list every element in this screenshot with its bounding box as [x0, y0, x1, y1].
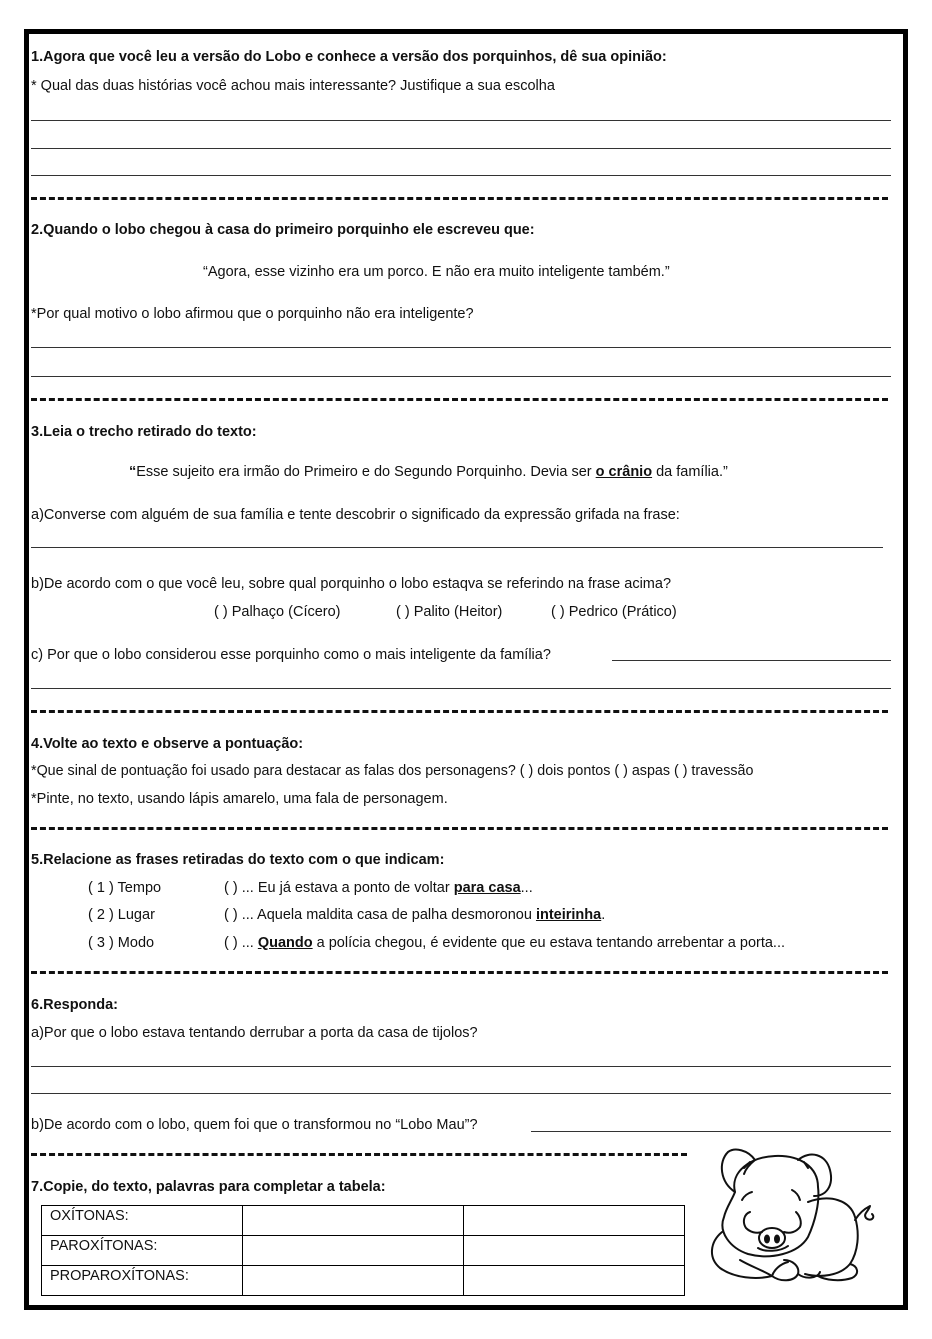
answer-cell[interactable] — [464, 1236, 685, 1266]
answer-cell[interactable] — [464, 1266, 685, 1296]
q3b-option-3[interactable]: ( ) Pedrico (Prático) — [551, 604, 677, 620]
accent-classification-table — [41, 1205, 685, 1296]
row-label-proparoxitonas: PROPAROXÍTONAS: — [42, 1266, 243, 1296]
q5-text: a polícia chegou, é evidente que eu estava tentando arrebentar a porta... — [312, 935, 786, 951]
answer-cell[interactable] — [464, 1206, 685, 1236]
q1-prompt: * Qual das duas histórias você achou mais interessante? Justifique a sua escolha — [31, 78, 555, 94]
q5-title: 5.Relacione as frases retiradas do texto com o que indicam: — [31, 852, 445, 868]
q5-label-2: ( 2 ) Lugar — [88, 907, 155, 923]
q3-quote-after: da família.” — [652, 464, 728, 480]
q3-quote-open: “ — [129, 464, 137, 480]
section-divider — [31, 1153, 687, 1156]
q3c-prompt: c) Por que o lobo considerou esse porquinho como o mais inteligente da família? — [31, 647, 551, 663]
q5-text: Eu já estava a ponto de voltar — [253, 880, 454, 896]
q2-answer-line-1[interactable] — [31, 347, 891, 348]
q5-highlight: Quando — [257, 935, 313, 951]
section-divider — [31, 971, 888, 974]
q6a-prompt: a)Por que o lobo estava tentando derrubar a porta da casa de tijolos? — [31, 1025, 478, 1041]
q6b-prompt: b)De acordo com o lobo, quem foi que o transformou no “Lobo Mau”? — [31, 1117, 478, 1133]
q4-prompt: *Que sinal de pontuação foi usado para destacar as falas dos personagens? ( ) dois pontos ( ) aspas ( ) travessão — [31, 763, 754, 779]
q5-blank-2[interactable]: ( ) ... — [224, 907, 254, 923]
q5-text: Aquela maldita casa de palha desmoronou — [253, 907, 536, 923]
answer-cell[interactable] — [243, 1266, 464, 1296]
q5-text: . — [601, 907, 606, 923]
answer-cell[interactable] — [243, 1206, 464, 1236]
q4-prompt-2: *Pinte, no texto, usando lápis amarelo, uma fala de personagem. — [31, 791, 448, 807]
table-row — [42, 1236, 685, 1266]
q6b-answer-line[interactable] — [531, 1131, 891, 1132]
q7-title: 7.Copie, do texto, palavras para completar a tabela: — [31, 1179, 386, 1195]
q5-blank-3[interactable]: ( ) ... — [224, 935, 254, 951]
table-row — [42, 1266, 685, 1296]
q1-answer-line-1[interactable] — [31, 120, 891, 121]
row-label-oxitonas: OXÍTONAS: — [42, 1206, 243, 1236]
section-divider — [31, 197, 888, 200]
q5-sentence-3 — [224, 934, 785, 952]
q3b-option-2[interactable]: ( ) Palito (Heitor) — [396, 604, 503, 620]
q2-title: 2.Quando o lobo chegou à casa do primeiro porquinho ele escreveu que: — [31, 222, 535, 238]
q6a-answer-line-1[interactable] — [31, 1066, 891, 1067]
q3c-answer-line-2[interactable] — [31, 688, 891, 689]
q5-sentence-1 — [224, 879, 533, 897]
q3b-option-1[interactable]: ( ) Palhaço (Cícero) — [214, 604, 341, 620]
q6a-answer-line-2[interactable] — [31, 1093, 891, 1094]
q3-quote-before: Esse sujeito era irmão do Primeiro e do Segundo Porquinho. Devia ser — [136, 464, 596, 480]
q6-title: 6.Responda: — [31, 997, 119, 1013]
q1-answer-line-2[interactable] — [31, 148, 891, 149]
q1-title: 1.Agora que você leu a versão do Lobo e conhece a versão dos porquinhos, dê sua opinião: — [31, 49, 667, 65]
q5-highlight: inteirinha — [535, 907, 602, 923]
section-divider — [31, 827, 888, 830]
section-divider — [31, 398, 888, 401]
q3b-prompt: b)De acordo com o que você leu, sobre qual porquinho o lobo estaqva se referindo na frase acima? — [31, 576, 672, 592]
answer-cell[interactable] — [243, 1236, 464, 1266]
q5-highlight: para casa — [453, 880, 521, 896]
q4-title: 4.Volte ao texto e observe a pontuação: — [31, 736, 304, 752]
section-divider — [31, 710, 888, 713]
q1-answer-line-3[interactable] — [31, 175, 891, 176]
q5-label-1: ( 1 ) Tempo — [88, 880, 162, 896]
sleeping-pig-icon — [700, 1142, 890, 1292]
table-row — [42, 1206, 685, 1236]
q3-quote-highlight: o crânio — [595, 464, 653, 480]
row-label-paroxitonas: PAROXÍTONAS: — [42, 1236, 243, 1266]
q2-answer-line-2[interactable] — [31, 376, 891, 377]
q2-quote: “Agora, esse vizinho era um porco. E não era muito inteligente também.” — [203, 264, 670, 280]
q3-quote — [129, 463, 728, 481]
q2-prompt: *Por qual motivo o lobo afirmou que o porquinho não era inteligente? — [31, 306, 474, 322]
q5-label-3: ( 3 ) Modo — [88, 935, 155, 951]
q3a-answer-line[interactable] — [31, 547, 883, 548]
q3a-prompt: a)Converse com alguém de sua família e tente descobrir o significado da expressão grifada na frase: — [31, 507, 680, 523]
q5-text: ... — [520, 880, 533, 896]
q3c-answer-line-1[interactable] — [612, 660, 891, 661]
q5-sentence-2 — [224, 906, 605, 924]
q3-title: 3.Leia o trecho retirado do texto: — [31, 424, 257, 440]
q5-blank-1[interactable]: ( ) ... — [224, 880, 254, 896]
